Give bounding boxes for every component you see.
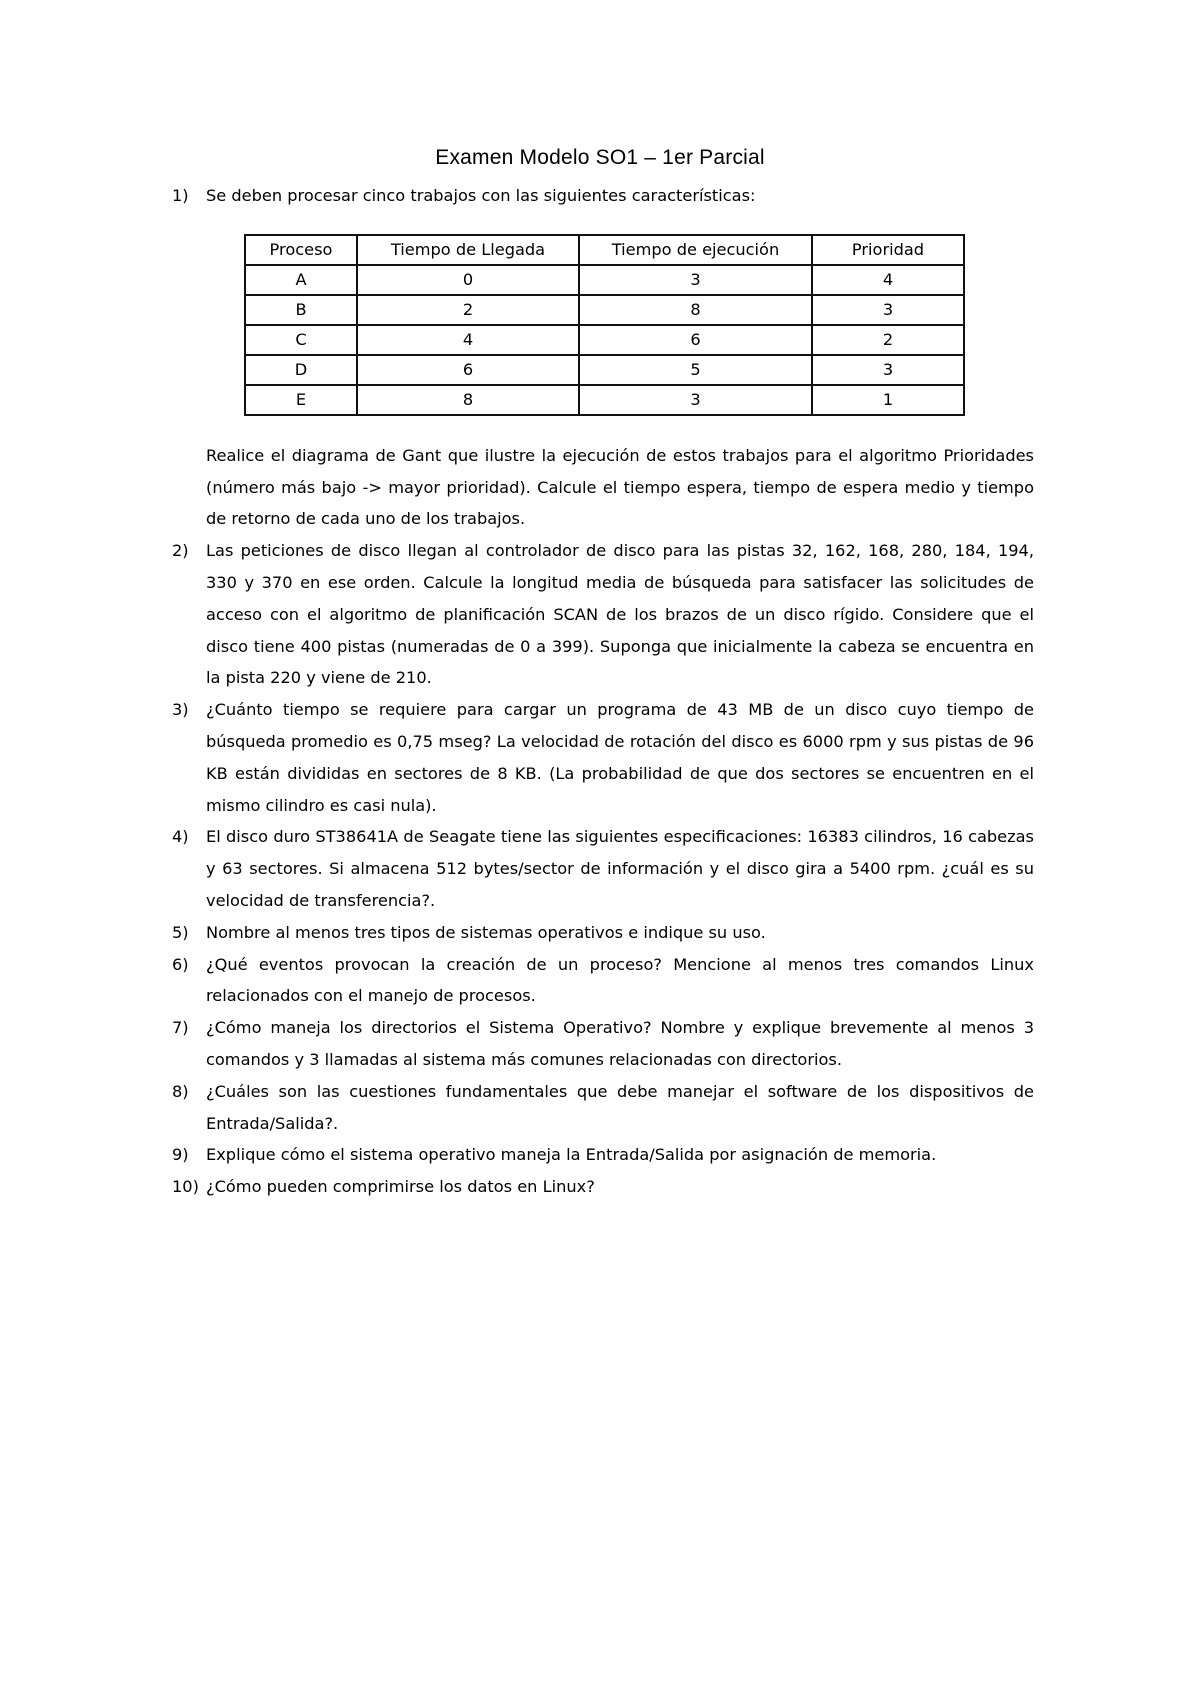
question-5 — [172, 917, 1034, 949]
table-cell: 4 — [357, 325, 579, 355]
table-cell: 3 — [812, 295, 964, 325]
question-text: Se deben procesar cinco trabajos con las siguientes características: — [206, 186, 756, 205]
table-cell: 2 — [357, 295, 579, 325]
question-text: Nombre al menos tres tipos de sistemas operativos e indique su uso. — [206, 922, 766, 942]
question-number: 8) — [172, 1081, 189, 1101]
question-text: ¿Cómo maneja los directorios el Sistema Operativo? Nombre y explique brevemente al menos 3 comandos y 3 llamadas al sistema más comunes relacionadas con directorios. — [206, 1018, 1034, 1069]
question-1 — [172, 180, 1034, 212]
question-text: Explique cómo el sistema operativo maneja la Entrada/Salida por asignación de memoria. — [206, 1145, 937, 1165]
process-table-wrapper — [244, 234, 963, 416]
question-text: Las peticiones de disco llegan al controlador de disco para las pistas 32, 162, 168, 280, 184, 194, 330 y 370 en ese orden. Calcule la longitud media de búsqueda para satisfacer las solicitudes de acceso con el algoritmo de planificación SCAN de los brazos de un disco rígido. Considere que el disco tiene 400 pistas (numeradas de 0 a 399). Suponga que inicialmente la cabeza se encuentra en la pista 220 y viene de 210. — [206, 541, 1034, 688]
question-number: 5) — [172, 922, 189, 942]
question-4 — [172, 821, 1034, 916]
question-number: 7) — [172, 1018, 189, 1038]
header-cell: Tiempo de Llegada — [357, 235, 579, 265]
question-1-instructions: Realice el diagrama de Gant que ilustre la ejecución de estos trabajos para el algoritmo Prioridades (número más bajo -> mayor prioridad). Calcule el tiempo espera, tiempo de espera medio y tiempo de retorno de cada uno de los trabajos. — [206, 445, 1034, 529]
table-cell: 3 — [579, 385, 812, 415]
table-cell: 5 — [579, 355, 812, 385]
question-number: 4) — [172, 827, 189, 847]
question-7 — [172, 1012, 1034, 1076]
table-cell: 1 — [812, 385, 964, 415]
question-text: El disco duro ST38641A de Seagate tiene las siguientes especificaciones: 16383 cilindros, 16 cabezas y 63 sectores. Si almacena 512 bytes/sector de información y el disco gira a 5400 rpm. ¿cuál es su velocidad de transferencia?. — [206, 827, 1034, 910]
header-cell: Tiempo de ejecución — [579, 235, 812, 265]
table-row — [245, 385, 964, 415]
table-cell: A — [245, 265, 357, 295]
table-cell: 6 — [579, 325, 812, 355]
question-2 — [172, 535, 1034, 694]
table-header-row — [245, 235, 964, 265]
question-number: 6) — [172, 954, 189, 974]
question-number: 3) — [172, 700, 189, 720]
question-8 — [172, 1076, 1034, 1140]
question-number: 2) — [172, 541, 189, 561]
question-6 — [172, 949, 1034, 1013]
table-cell: 8 — [579, 295, 812, 325]
question-text: ¿Qué eventos provocan la creación de un proceso? Mencione al menos tres comandos Linux relacionados con el manejo de procesos. — [206, 954, 1034, 1006]
table-cell: 3 — [812, 355, 964, 385]
table-cell: 0 — [357, 265, 579, 295]
table-cell: 2 — [812, 325, 964, 355]
process-table — [244, 234, 965, 416]
question-text: ¿Cómo pueden comprimirse los datos en Linux? — [206, 1177, 595, 1197]
table-row — [245, 325, 964, 355]
table-cell: 3 — [579, 265, 812, 295]
question-number: 10) — [172, 1177, 199, 1197]
table-row — [245, 265, 964, 295]
table-row — [245, 355, 964, 385]
header-cell: Proceso — [245, 235, 357, 265]
question-text: ¿Cuáles son las cuestiones fundamentales que debe manejar el software de los dispositivos de Entrada/Salida?. — [206, 1081, 1034, 1133]
question-10 — [172, 1171, 1034, 1203]
header-cell: Prioridad — [812, 235, 964, 265]
question-number: 9) — [172, 1145, 189, 1165]
question-9 — [172, 1139, 1034, 1171]
table-cell: 6 — [357, 355, 579, 385]
table-cell: 4 — [812, 265, 964, 295]
question-text: ¿Cuánto tiempo se requiere para cargar un programa de 43 MB de un disco cuyo tiempo de búsqueda promedio es 0,75 mseg? La velocidad de rotación del disco es 6000 rpm y sus pistas de 96 KB están divididas en sectores de 8 KB. (La probabilidad de que dos sectores se encuentren en el mismo cilindro es casi nula). — [206, 700, 1034, 815]
table-cell: B — [245, 295, 357, 325]
table-row — [245, 295, 964, 325]
page-title: Examen Modelo SO1 – 1er Parcial — [435, 146, 765, 169]
table-cell: D — [245, 355, 357, 385]
exam-content — [172, 180, 1034, 1203]
table-cell: E — [245, 385, 357, 415]
question-3 — [172, 694, 1034, 821]
table-cell: C — [245, 325, 357, 355]
question-number: 1) — [172, 186, 189, 205]
table-cell: 8 — [357, 385, 579, 415]
